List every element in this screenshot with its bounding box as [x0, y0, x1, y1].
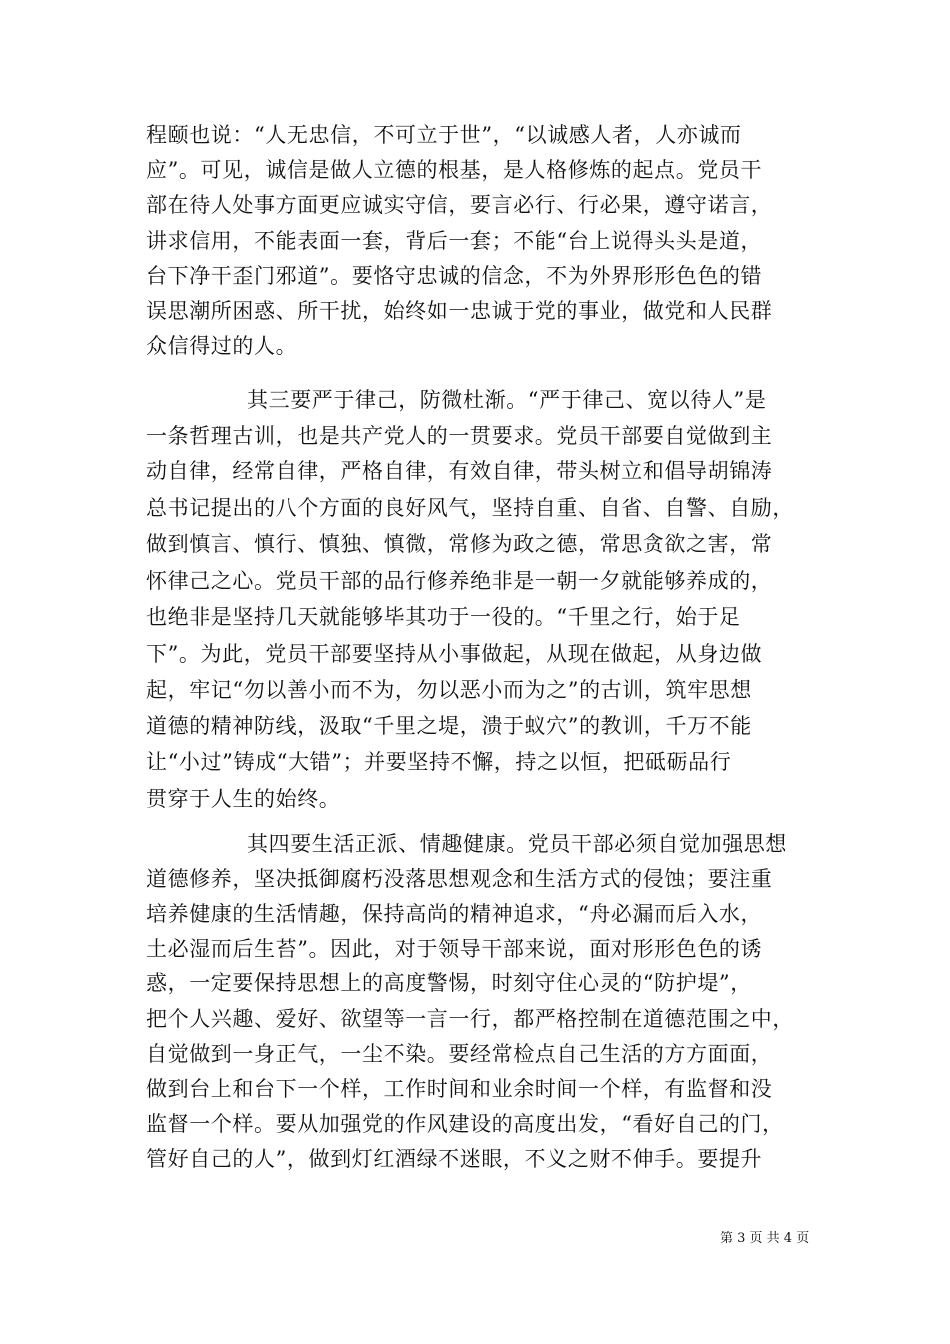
text-line: 把个人兴趣、爱好、欲望等一言一行，都严格控制在道德范围之中，	[146, 1007, 794, 1031]
text-line: 监督一个样。要从加强党的作风建设的高度出发，“看好自己的门，	[146, 1112, 784, 1136]
text-line: 下”。为此，党员干部要坚持从小事做起，从现在做起，从身边做	[146, 642, 763, 666]
text-line: 部在待人处事方面更应诚实守信，要言必行、行必果，遵守诺言，	[146, 193, 773, 217]
text-line: 管好自己的人”，做到灯红酒绿不迷眼，不义之财不伸手。要提升	[146, 1147, 763, 1171]
page-number: 第 3 页 共 4 页	[720, 1231, 810, 1246]
text-line: 土必湿而后生苔”。因此，对于领导干部来说，面对形形色色的诱	[146, 937, 763, 961]
text-line: 做到台上和台下一个样，工作时间和业余时间一个样，有监督和没	[146, 1077, 773, 1101]
text-line: 应”。可见，诚信是做人立德的根基，是人格修炼的起点。党员干	[146, 158, 763, 182]
text-line: 程颐也说：“人无忠信，不可立于世”，“以诚感人者，人亦诚而	[146, 123, 742, 147]
paragraph-start-line: 其三要严于律己，防微杜渐。“严于律己、宽以待人”是	[247, 388, 767, 412]
text-line: 让“小过”铸成“大错”；并要坚持不懈，持之以恒，把砥砺品行	[146, 750, 732, 774]
text-line: 道德修养，坚决抵御腐朽没落思想观念和生活方式的侵蚀；要注重	[146, 867, 773, 891]
paragraph-start-line: 其四要生活正派、情趣健康。党员干部必须自觉加强思想	[247, 832, 787, 856]
text-line: 误思潮所困惑、所干扰，始终如一忠诚于党的事业，做党和人民群	[146, 299, 773, 323]
text-line: 怀律己之心。党员干部的品行修养绝非是一朝一夕就能够养成的，	[146, 569, 773, 593]
text-line: 起，牢记“勿以善小而不为，勿以恶小而为之”的古训，筑牢思想	[146, 678, 752, 702]
text-line: 做到慎言、慎行、慎独、慎微，常修为政之德，常思贪欲之害，常	[146, 532, 773, 556]
text-line: 众信得过的人。	[146, 334, 298, 358]
text-line: 台下净干歪门邪道”。要恪守忠诚的信念，不为外界形形色色的错	[146, 264, 763, 288]
text-line: 贯穿于人生的始终。	[146, 787, 341, 811]
text-line: 总书记提出的八个方面的良好风气，坚持自重、自省、自警、自励，	[146, 496, 794, 520]
text-line: 道德的精神防线，汲取“千里之堤，溃于蚁穴”的教训，千万不能	[146, 714, 752, 738]
text-line: 自觉做到一身正气，一尘不染。要经常检点自己生活的方方面面，	[146, 1042, 773, 1066]
text-line: 也绝非是坚持几天就能够毕其功于一役的。“千里之行，始于足	[146, 605, 741, 629]
text-line: 惑，一定要保持思想上的高度警惕，时刻守住心灵的“防护堤”，	[146, 971, 752, 995]
text-line: 一条哲理古训，也是共产党人的一贯要求。党员干部要自觉做到主	[146, 424, 773, 448]
text-line: 培养健康的生活情趣，保持高尚的精神追求，“舟必漏而后入水，	[146, 902, 763, 926]
text-line: 讲求信用，不能表面一套，背后一套；不能“台上说得头头是道，	[146, 229, 763, 253]
text-line: 动自律，经常自律，严格自律，有效自律，带头树立和倡导胡锦涛	[146, 459, 773, 483]
